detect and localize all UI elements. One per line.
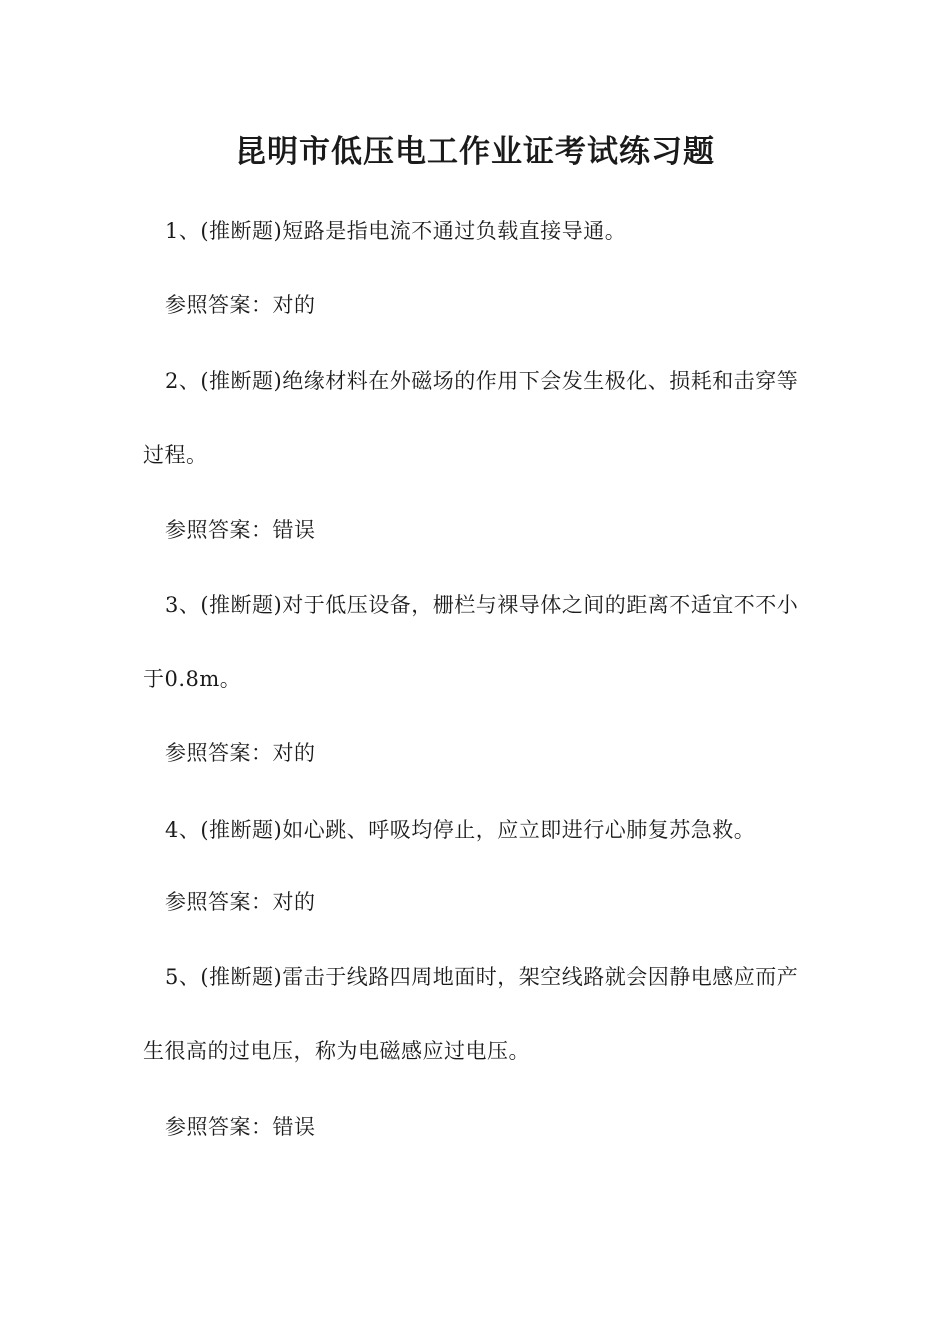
answer-line	[165, 1111, 316, 1143]
question-text: 3、(推断题)对于低压设备，栅栏与裸导体之间的距离不适宜不不小于0.8m。	[143, 593, 799, 691]
question-text: 1、(推断题)短路是指电流不通过负载直接导通。	[165, 219, 627, 243]
answer-value: 错误	[272, 518, 316, 542]
answer-value: 错误	[272, 1115, 316, 1139]
answer-label: 参照答案：	[165, 293, 273, 317]
answer-label: 参照答案：	[165, 518, 273, 542]
answer-label: 参照答案：	[165, 890, 273, 914]
answer-label: 参照答案：	[165, 1115, 273, 1139]
question-text: 4、(推断题)如心跳、呼吸均停止，应立即进行心肺复苏急救。	[165, 818, 756, 842]
answer-line	[165, 886, 316, 918]
answer-value: 对的	[272, 741, 316, 765]
answer-value: 对的	[272, 890, 316, 914]
question-text: 2、(推断题)绝缘材料在外磁场的作用下会发生极化、损耗和击穿等过程。	[143, 369, 799, 467]
answer-label: 参照答案：	[165, 741, 273, 765]
answer-line	[165, 514, 316, 546]
question-text: 5、(推断题)雷击于线路四周地面时，架空线路就会因静电感应而产生很高的过电压，称为电磁感应过电压。	[143, 965, 799, 1063]
answer-line	[165, 737, 316, 769]
document-title: 昆明市低压电工作业证考试练习题	[235, 134, 715, 170]
answer-line	[165, 289, 316, 321]
answer-value: 对的	[272, 293, 316, 317]
